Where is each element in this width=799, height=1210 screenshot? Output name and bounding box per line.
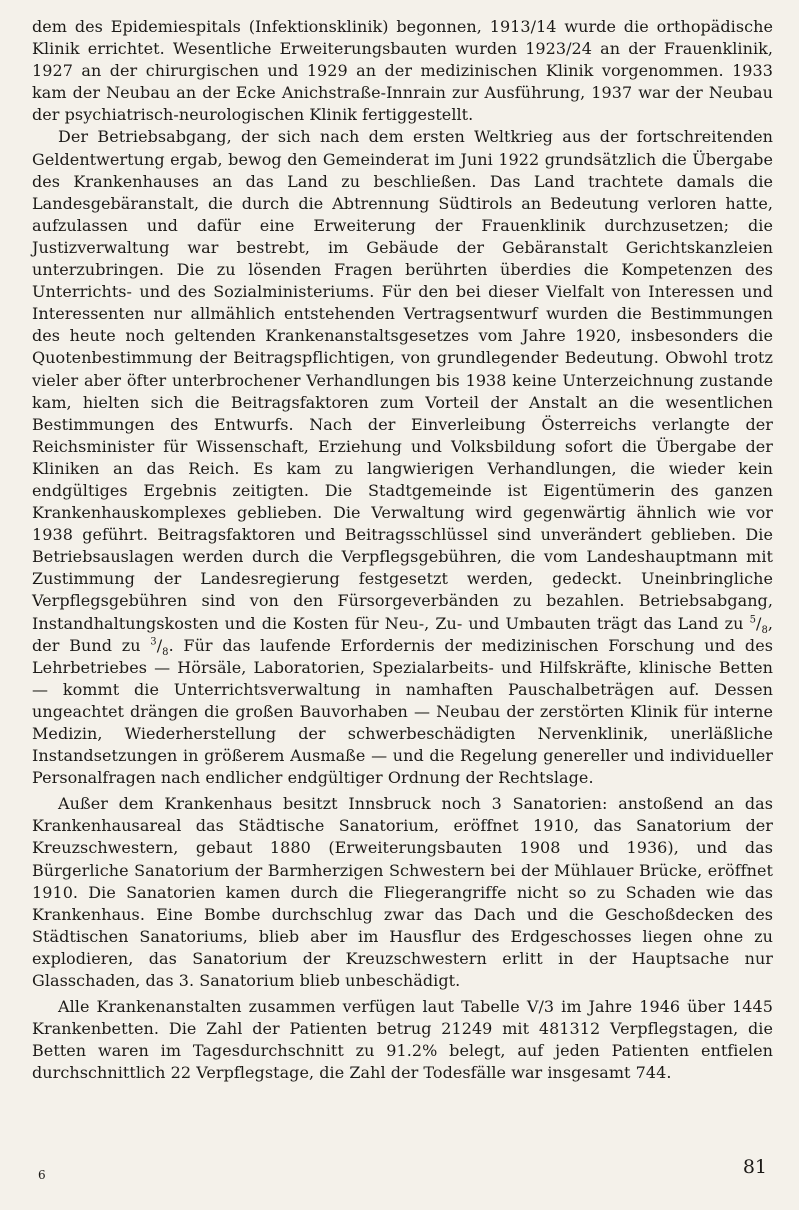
signature-mark: 6: [38, 1168, 46, 1182]
paragraph-text-segment: . Für das laufende Erfordernis der medizinischen Forschung und des Lehrbetriebes — Hörsäle, Laboratorien, Spezialarbeits- und Hilfskräfte, klinische Betten — kommt die Unterrichtsverwaltung in namhaften Pauschalbeträgen auf. Dessen ungeachtet drängen die großen Bauvorhaben — Neubau der zerstörten Klinik für interne Medizin, Wiederherstellung der schwerbeschädigten Nervenklinik, unerläßliche Instandsetzungen in größerem Ausmaße — und die Regelung genereller und individueller Personalfragen nach endlicher endgültiger Ordnung der Rechtslage.: [32, 635, 773, 788]
paragraph-operating-deficit: [32, 126, 773, 789]
paragraph-text-segment: , der Bund zu: [32, 613, 773, 655]
paragraph-sanatoriums: Außer dem Krankenhaus besitzt Innsbruck noch 3 Sanatorien: anstoßend an das Krankenhausareal das Städtische Sanatorium, eröffnet 1910, das Sanatorium der Kreuzschwestern, gebaut 1880 (Erweiterungsbauten 1908 und 1936), und das Bürgerliche Sanatorium der Barmherzigen Schwestern bei der Mühlauer Brücke, eröffnet 1910. Die Sanatorien kamen durch die Fliegerangriffe nicht so zu Schaden wie das Krankenhaus. Eine Bombe durchschlug zwar das Dach und die Geschoßdecken des Städtischen Sanatoriums, blieb aber im Hausflur des Erdgeschosses liegen ohne zu explodieren, das Sanatorium der Kreuzschwestern erlitt in der Hauptsache nur Glasschaden, das 3. Sanatorium blieb unbeschädigt.: [32, 794, 773, 991]
paragraph-bed-statistics: Alle Krankenanstalten zusammen verfügen laut Tabelle V/3 im Jahre 1946 über 1445 Krankenbetten. Die Zahl der Patienten betrug 21249 mit 481312 Verpflegstagen, die Betten waren im Tagesdurchschnitt zu 91.2% belegt, auf jeden Patienten entfielen durchschnittlich 22 Verpflegstage, die Zahl der Todesfälle war insgesamt 744.: [32, 997, 773, 1083]
fraction-numerator: 3: [150, 636, 157, 648]
page-number: 81: [742, 1156, 767, 1178]
fraction-slash: /: [755, 613, 762, 633]
page-footer: [38, 1156, 767, 1186]
fraction-slash: /: [156, 635, 163, 655]
fraction-denominator: 8: [761, 624, 768, 636]
paragraph-hospital-history: dem des Epidemiespitals (Infektionsklinik) begonnen, 1913/14 wurde die orthopädische Klinik errichtet. Wesentliche Erweiterungsbauten wurden 1923/24 an der Frauenklinik, 1927 an der chirurgischen und 1929 an der medizinischen Klinik vorgenommen. 1933 kam der Neubau an der Ecke Anichstraße-Innrain zur Ausführung, 1937 war der Neubau der psychiatrisch-neurologischen Klinik fertiggestellt.: [32, 17, 773, 125]
fraction-denominator: 8: [162, 646, 169, 658]
fraction-numerator: 5: [749, 614, 756, 626]
paragraph-text-segment: Der Betriebsabgang, der sich nach dem ersten Weltkrieg aus der fortschreitenden Geldentwertung ergab, bewog den Gemeinderat im Juni 1922 grundsätzlich die Übergabe des Krankenhauses an das Land zu beschließen. Das Land trachtete damals die Landesgebäranstalt, die durch die Abtrennung Südtirols an Bedeutung verloren hatte, aufzulassen und dafür eine Erweiterung der Frauenklinik durchzusetzen; die Justizverwaltung war bestrebt, im Gebäude der Gebäranstalt Gerichtskanzleien unterzubringen. Die zu lösenden Fragen berührten überdies die Kompetenzen des Unterrichts- und des Sozialministeriums. Für den bei dieser Vielfalt von Interessen und Interessenten nur allmählich entstehenden Vertragsentwurf wurden die Bestimmungen des heute noch geltenden Krankenanstaltsgesetzes vom Jahre 1920, insbesonders die Quotenbestimmung der Beitragspflichtigen, von grundlegender Bedeutung. Obwohl trotz vieler aber öfter unterbrochener Verhandlungen bis 1938 keine Unterzeichnung zustande kam, hielten sich die Beitragsfaktoren zum Vorteil der Anstalt an die wesentlichen Bestimmungen des Entwurfs. Nach der Einverleibung Österreichs verlangte der Reichsminister für Wissenschaft, Erziehung und Volksbildung sofort die Übergabe der Kliniken an das Reich. Es kam zu langwierigen Verhandlungen, die wieder kein endgültiges Ergebnis zeitigten. Die Stadtgemeinde ist Eigentümerin des ganzen Krankenhauskomplexes geblieben. Die Verwaltung wird gegenwärtig ähnlich wie vor 1938 geführt. Beitragsfaktoren und Beitragsschlüssel sind unverändert geblieben. Die Betriebsauslagen werden durch die Verpflegsgebühren, die vom Landeshauptmann mit Zustimmung der Landesregierung festgesetzt werden, gedeckt. Uneinbringliche Verpflegsgebühren sind von den Fürsorgeverbänden zu bezahlen. Betriebsabgang, Instandhaltungskosten und die Kosten für Neu-, Zu- und Umbauten trägt das Land zu: [32, 127, 773, 633]
